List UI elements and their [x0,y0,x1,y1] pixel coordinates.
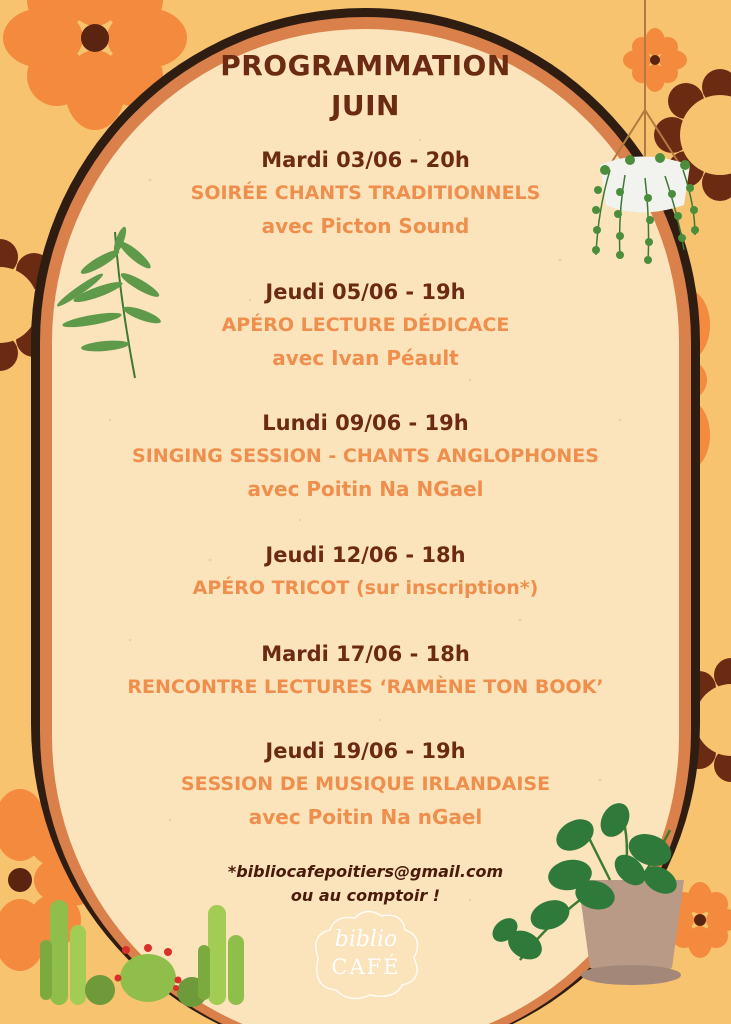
event-date: Jeudi 05/06 - 19h [265,280,466,304]
event-item [60,539,671,605]
title-line-2: JUIN [330,89,400,122]
event-date: Mardi 17/06 - 18h [261,642,470,666]
event-date: Jeudi 12/06 - 18h [265,543,466,567]
event-guest: avec Poitin Na NGael [247,477,484,501]
event-name: SINGING SESSION - CHANTS ANGLOPHONES [132,445,599,467]
event-item [60,144,671,243]
counter-note: ou au comptoir ! [290,886,441,905]
event-guest: avec Poitin Na nGael [248,805,483,829]
event-item [60,407,671,506]
event-guest: avec Picton Sound [261,214,470,238]
event-date: Jeudi 19/06 - 19h [265,739,466,763]
event-date: Lundi 09/06 - 19h [262,411,469,435]
event-name: SOIRÉE CHANTS TRADITIONNELS [190,182,541,204]
event-name: APÉRO TRICOT (sur inscription*) [192,577,539,599]
event-item [60,276,671,375]
logo-text-top: biblio [334,927,398,952]
event-item [60,638,671,704]
contact-email: *bibliocafepoitiers@gmail.com [227,862,504,881]
event-name: SESSION DE MUSIQUE IRLANDAISE [180,773,551,795]
event-name: APÉRO LECTURE DÉDICACE [221,314,510,336]
title-line-1: PROGRAMMATION [220,49,511,82]
event-item [60,735,671,834]
event-date: Mardi 03/06 - 20h [261,148,470,172]
biblio-cafe-logo [308,920,424,990]
poster-title [60,46,671,126]
signup-footnote [60,860,671,908]
event-name: RENCONTRE LECTURES ‘RAMÈNE TON BOOK’ [127,676,604,698]
logo-text-bottom: CAFÉ [331,955,401,979]
event-guest: avec Ivan Péault [272,346,459,370]
